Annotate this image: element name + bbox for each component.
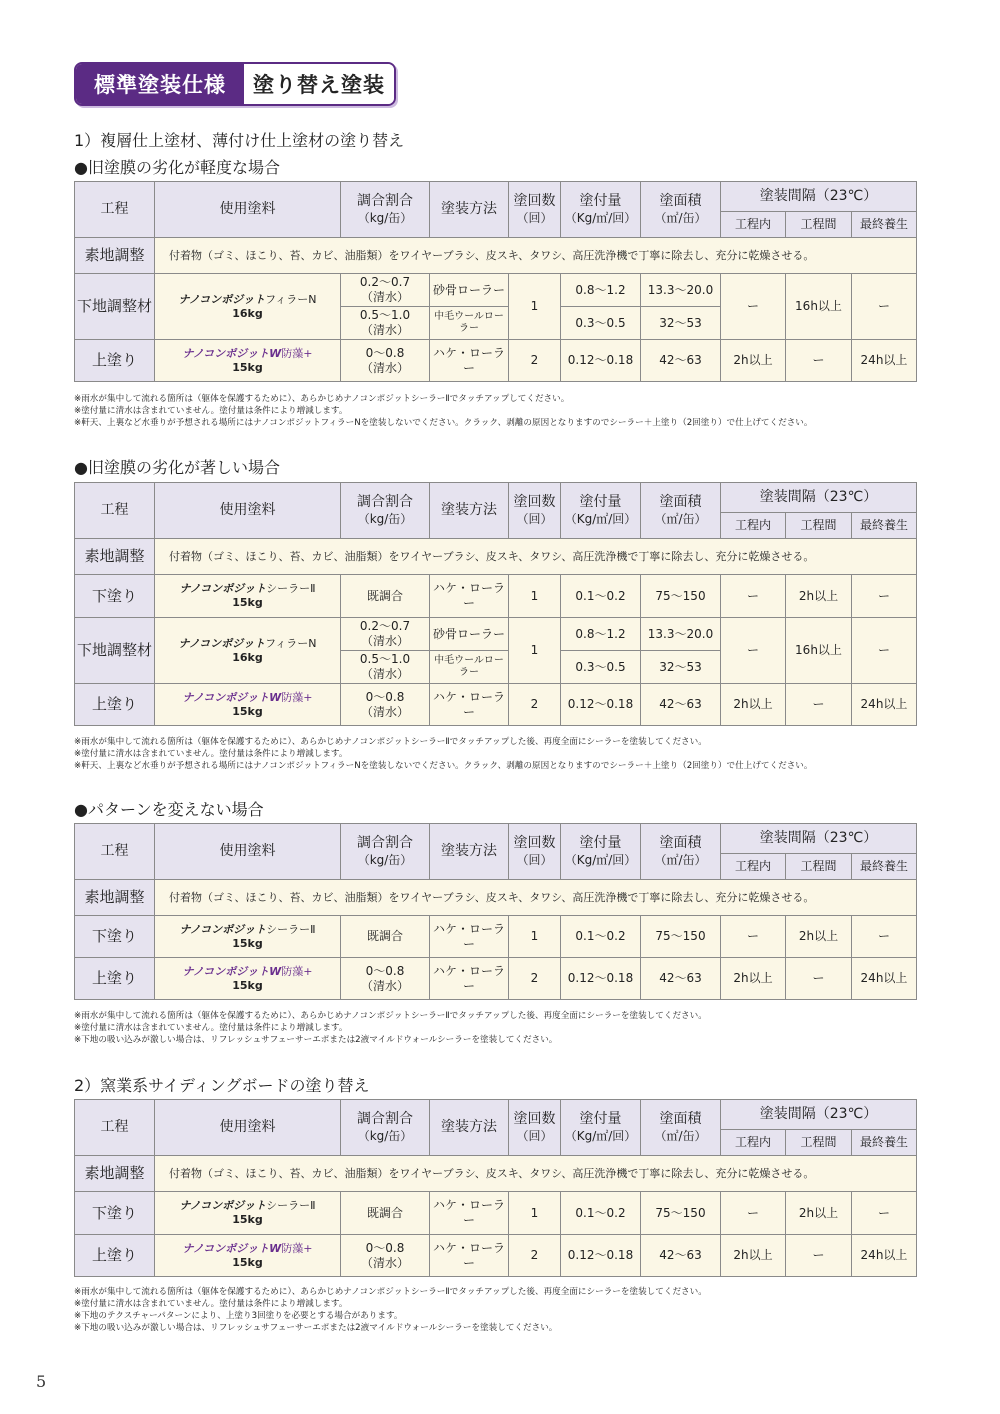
stage-label: 素地調整 [75,539,155,575]
note: ※雨水が集中して流れる箇所は（躯体を保護するために）、あらかじめナノコンポジットシーラーⅡでタッチアップした後、再度全面にシーラーを塗装してください。 [74,1011,707,1021]
page-subtitle: 塗り替え塗装 [244,64,394,104]
table-row: 0.5～1.0 （清水） 中毛ウールローラー 0.3～0.5 32～53 [75,307,917,340]
paint-cell: ナノコンポジットW防藻+ 15kg [155,340,341,382]
th-ratio: 調合割合 （kg/缶） [341,1100,430,1156]
th-final: 最終養生 [852,513,917,539]
subsection-heading-severe: ●旧塗膜の劣化が著しい場合 [74,458,280,477]
table-row [75,238,917,274]
stage-label: 下塗り [75,575,155,618]
spec-table-siding [74,1099,917,1277]
th-between: 工程間 [786,513,852,539]
table-row: 下塗り ナノコンポジットシーラーⅡ 15kg 既調合 ハケ・ローラー 1 0.1～0.2 75～150 ー 2h以上 ー [75,1192,917,1235]
table-row [75,539,917,575]
table-row: 0.5～1.0 （清水） 中毛ウールローラー 0.3～0.5 32～53 [75,651,917,684]
section-heading-2: 2）窯業系サイディングボードの塗り替え [74,1076,370,1095]
table-row [75,1156,917,1192]
th-within: 工程内 [721,513,786,539]
note: ※下地のテクスチャーパターンにより、上塗り3回塗りを必要とする場合があります。 [74,1311,403,1321]
section-heading-1: 1）複層仕上塗材、薄付け仕上塗材の塗り替え [74,131,405,150]
th-area: 塗面積 （㎡/缶） [641,1100,721,1156]
stage-label: 素地調整 [75,238,155,274]
subsection-heading-light: ●旧塗膜の劣化が軽度な場合 [74,158,280,177]
th-within: 工程内 [721,1130,786,1156]
stage-label: 下地調整材 [75,618,155,684]
th-within: 工程内 [721,212,786,238]
stage-label: 下塗り [75,1192,155,1235]
section-title-badge [74,62,396,106]
table-row: 下塗り ナノコンポジットシーラーⅡ 15kg 既調合 ハケ・ローラー 1 0.1～0.2 75～150 ー 2h以上 ー [75,575,917,618]
th-between: 工程間 [786,212,852,238]
th-area: 塗面積 （㎡/缶） [641,483,721,539]
th-within: 工程内 [721,854,786,880]
th-process: 工程 [75,483,155,539]
note: ※下地の吸い込みが激しい場合は、リフレッシュサフェーサーエポまたは2液マイルドウォールシーラーを塗装してください。 [74,1323,558,1333]
spec-table-pattern [74,823,917,1000]
th-amount: 塗付量 （Kg/㎡/回） [561,483,641,539]
stage-label: 上塗り [75,1235,155,1277]
th-amount: 塗付量 （Kg/㎡/回） [561,824,641,880]
th-coats: 塗回数 （回） [509,1100,561,1156]
th-final: 最終養生 [852,1130,917,1156]
th-coats: 塗回数 （回） [509,182,561,238]
note: ※雨水が集中して流れる箇所は（躯体を保護するために）、あらかじめナノコンポジットシーラーⅡでタッチアップした後、再度全面にシーラーを塗装してください。 [74,737,707,747]
table-row: 上塗り ナノコンポジットW防藻+ 15kg 0～0.8 （清水） ハケ・ローラー 2 0.12～0.18 42～63 2h以上 ー 24h以上 [75,684,917,726]
stage-label: 上塗り [75,340,155,382]
th-coats: 塗回数 （回） [509,483,561,539]
note: ※雨水が集中して流れる箇所は（躯体を保護するために）、あらかじめナノコンポジットシーラーⅡでタッチアップした後、再度全面にシーラーを塗装してください。 [74,1287,707,1297]
th-method: 塗装方法 [430,182,509,238]
paint-cell: ナノコンポジットW防藻+ 15kg [155,684,341,726]
stage-label: 下地調整材 [75,274,155,340]
th-ratio: 調合割合 （kg/缶） [341,824,430,880]
stage-label: 素地調整 [75,880,155,916]
th-between: 工程間 [786,854,852,880]
substrate-text: 付着物（ゴミ、ほこり、苔、カビ、油脂類）をワイヤーブラシ、皮スキ、タワシ、高圧洗浄機で丁寧に除去し、充分に乾燥させる。 [155,1156,917,1192]
th-coats: 塗回数 （回） [509,824,561,880]
th-interval: 塗装間隔（23℃） [721,824,917,854]
spec-table-light [74,181,917,382]
th-process: 工程 [75,1100,155,1156]
table-row: 上塗り ナノコンポジットW防藻+ 15kg 0～0.8 （清水） ハケ・ローラー 2 0.12～0.18 42～63 2h以上 ー 24h以上 [75,340,917,382]
note: ※塗付量に清水は含まれていません。塗付量は条件により増減します。 [74,1023,348,1033]
spec-table-severe [74,482,917,726]
note: ※下地の吸い込みが激しい場合は、リフレッシュサフェーサーエポまたは2液マイルドウォールシーラーを塗装してください。 [74,1035,558,1045]
th-interval: 塗装間隔（23℃） [721,1100,917,1130]
note: ※軒天、上裏など水垂りが予想される場所にはナノコンポジットフィラーNを塗装しないでください。クラック、剥離の原因となりますのでシーラー＋上塗り（2回塗り）で仕上げてください。 [74,761,813,771]
th-interval: 塗装間隔（23℃） [721,483,917,513]
paint-cell: ナノコンポジットフィラーN 16kg [155,274,341,340]
th-ratio: 調合割合 （kg/缶） [341,483,430,539]
th-method: 塗装方法 [430,1100,509,1156]
th-ratio: 調合割合 （kg/缶） [341,182,430,238]
th-final: 最終養生 [852,854,917,880]
stage-label: 素地調整 [75,1156,155,1192]
paint-cell: ナノコンポジットシーラーⅡ 15kg [155,575,341,618]
stage-label: 上塗り [75,684,155,726]
th-paint: 使用塗料 [155,1100,341,1156]
table-row: 上塗り ナノコンポジットW防藻+ 15kg 0～0.8 （清水） ハケ・ローラー 2 0.12～0.18 42～63 2h以上 ー 24h以上 [75,958,917,1000]
paint-cell: ナノコンポジットW防藻+ 15kg [155,1235,341,1277]
substrate-text: 付着物（ゴミ、ほこり、苔、カビ、油脂類）をワイヤーブラシ、皮スキ、タワシ、高圧洗浄機で丁寧に除去し、充分に乾燥させる。 [155,539,917,575]
note: ※軒天、上裏など水垂りが予想される場所にはナノコンポジットフィラーNを塗装しないでください。クラック、剥離の原因となりますのでシーラー＋上塗り（2回塗り）で仕上げてください。 [74,418,813,428]
th-area: 塗面積 （㎡/缶） [641,182,721,238]
table-row: 上塗り ナノコンポジットW防藻+ 15kg 0～0.8 （清水） ハケ・ローラー 2 0.12～0.18 42～63 2h以上 ー 24h以上 [75,1235,917,1277]
table-row: 下塗り ナノコンポジットシーラーⅡ 15kg 既調合 ハケ・ローラー 1 0.1～0.2 75～150 ー 2h以上 ー [75,916,917,958]
note: ※雨水が集中して流れる箇所は（躯体を保護するために）、あらかじめナノコンポジットシーラーⅡでタッチアップしてください。 [74,394,570,404]
th-process: 工程 [75,824,155,880]
note: ※塗付量に清水は含まれていません。塗付量は条件により増減します。 [74,406,348,416]
th-amount: 塗付量 （Kg/㎡/回） [561,1100,641,1156]
th-paint: 使用塗料 [155,824,341,880]
table-row: 下地調整材 ナノコンポジットフィラーN 16kg 0.2～0.7 （清水） 砂骨ローラー 1 0.8～1.2 13.3～20.0 ー 16h以上 ー [75,618,917,651]
page-title: 標準塗装仕様 [76,64,244,104]
th-paint: 使用塗料 [155,182,341,238]
substrate-text: 付着物（ゴミ、ほこり、苔、カビ、油脂類）をワイヤーブラシ、皮スキ、タワシ、高圧洗浄機で丁寧に除去し、充分に乾燥させる。 [155,238,917,274]
th-area: 塗面積 （㎡/缶） [641,824,721,880]
th-final: 最終養生 [852,212,917,238]
stage-label: 上塗り [75,958,155,1000]
note: ※塗付量に清水は含まれていません。塗付量は条件により増減します。 [74,1299,348,1309]
table-row: 下地調整材 ナノコンポジットフィラーN 16kg 0.2～0.7 （清水） 砂骨ローラー 1 0.8～1.2 13.3～20.0 ー 16h以上 ー [75,274,917,307]
page-number: 5 [36,1372,47,1391]
note: ※塗付量に清水は含まれていません。塗付量は条件により増減します。 [74,749,348,759]
th-interval: 塗装間隔（23℃） [721,182,917,212]
paint-cell: ナノコンポジットW防藻+ 15kg [155,958,341,1000]
substrate-text: 付着物（ゴミ、ほこり、苔、カビ、油脂類）をワイヤーブラシ、皮スキ、タワシ、高圧洗浄機で丁寧に除去し、充分に乾燥させる。 [155,880,917,916]
paint-cell: ナノコンポジットフィラーN 16kg [155,618,341,684]
paint-cell: ナノコンポジットシーラーⅡ 15kg [155,1192,341,1235]
table-row [75,880,917,916]
th-process: 工程 [75,182,155,238]
paint-cell: ナノコンポジットシーラーⅡ 15kg [155,916,341,958]
th-paint: 使用塗料 [155,483,341,539]
th-amount: 塗付量 （Kg/㎡/回） [561,182,641,238]
th-method: 塗装方法 [430,483,509,539]
stage-label: 下塗り [75,916,155,958]
th-method: 塗装方法 [430,824,509,880]
subsection-heading-pattern: ●パターンを変えない場合 [74,800,264,819]
th-between: 工程間 [786,1130,852,1156]
